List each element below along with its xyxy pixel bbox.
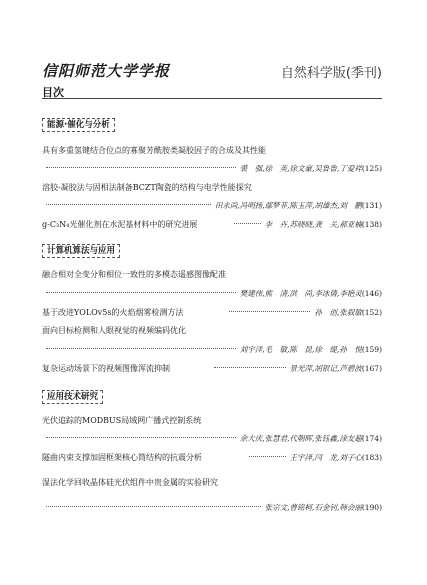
leader-dots [46, 204, 211, 205]
article-authors: 张宗文,曹铭柯,石金钊,韩会丽 [264, 503, 362, 512]
leader-dots [46, 506, 261, 507]
article-authors: 景光萍,胡银记,芦碧波 [289, 364, 362, 373]
article-authors: 王宇泽,闫 龙,刘子心 [289, 453, 362, 462]
article-title[interactable]: 复杂运动场景下的视频图像浑流抑制 [42, 364, 170, 373]
article-page: (183) [361, 453, 382, 462]
article-byline [42, 289, 382, 299]
article-page: (146) [361, 289, 382, 298]
article-byline [225, 308, 382, 318]
leader-dots [46, 167, 236, 168]
leader-dots [249, 456, 286, 457]
article-byline [230, 220, 382, 230]
leader-dots [234, 223, 261, 224]
article-title[interactable]: 具有多重氢键结合位点的寡聚芳酰胺类凝胶因子的合成及其性能 [42, 146, 266, 155]
section-header-computing [42, 244, 382, 258]
article-title[interactable]: 基于改进YOLOv5s的火焰烟雾检测方法 [42, 308, 184, 317]
section-header-applied [42, 390, 382, 404]
leader-dots [46, 292, 236, 293]
article-title[interactable]: 湿法化学回收晶体硅光伏组件中贵金属的实验研究 [42, 478, 218, 487]
leader-dots [229, 311, 310, 312]
article-authors: 樊建伟,熊 清,洪 尚,李冰倩,李艳灵 [239, 289, 362, 298]
article-page: (138) [361, 220, 382, 229]
article-title[interactable]: 溶胶-凝胶法与固相法制备BCZT陶瓷的结构与电学性能探究 [42, 183, 252, 192]
article-byline [210, 364, 382, 374]
section-label: 计算机算法与应用 [42, 244, 120, 258]
article-title[interactable]: 光伏追踪的MODBUS局域网广播式控制系统 [42, 416, 202, 425]
journal-header [42, 60, 382, 86]
section-header-energy [42, 118, 382, 132]
header-rule [42, 98, 382, 99]
article-byline [245, 453, 382, 463]
article-page: (131) [361, 201, 382, 210]
leader-dots [46, 348, 236, 349]
article-title[interactable]: g-C₃N₄光催化剂在水泥基材料中的研究进展 [42, 220, 198, 229]
article-byline [42, 434, 382, 444]
leader-dots [46, 437, 236, 438]
journal-title: 信阳师范大学学报 [42, 62, 171, 80]
article-page: (125) [361, 164, 382, 173]
article-title[interactable]: 面向目标检测和人眼视觉的视频编码优化 [42, 326, 186, 335]
article-authors: 刘宇洋,毛 敏,陈 昆,徐 缇,孙 悦 [239, 345, 362, 354]
article-authors: 孙 创,张叙敏 [314, 308, 362, 317]
article-byline [42, 503, 382, 513]
article-byline [42, 201, 382, 211]
article-title[interactable]: 隧曲内束支撑加固框架核心筒结构的抗震分析 [42, 453, 202, 462]
article-authors: 李 卉,苏晓晓,龚 关,郝亚楠 [264, 220, 362, 229]
article-byline [42, 345, 382, 355]
toc-label: 目次 [42, 86, 64, 99]
edition-label: 自然科学版(季刊) [280, 66, 382, 81]
article-authors: 田永尚,冯明扬,鄢梦菲,陈玉萍,胡雄杰,刘 鹏 [214, 201, 362, 210]
article-page: (167) [361, 364, 382, 373]
article-page: (159) [361, 345, 382, 354]
article-page: (152) [361, 308, 382, 317]
section-label: 应用技术研究 [42, 390, 103, 404]
section-label: 能源·催化与分析 [42, 118, 115, 132]
article-authors: 裘 强,徐 英,徐文豪,吴鲁鲁,丁爱祥 [239, 164, 362, 173]
article-byline [42, 164, 382, 174]
leader-dots [214, 367, 286, 368]
article-page: (190) [361, 503, 382, 512]
article-page: (174) [361, 434, 382, 443]
article-title[interactable]: 融合相对全变分和相位一致性的多模态遥感图像配准 [42, 270, 226, 279]
article-authors: 余大庆,张慧君,代朝晖,张钰鑫,涂友超 [239, 434, 362, 443]
